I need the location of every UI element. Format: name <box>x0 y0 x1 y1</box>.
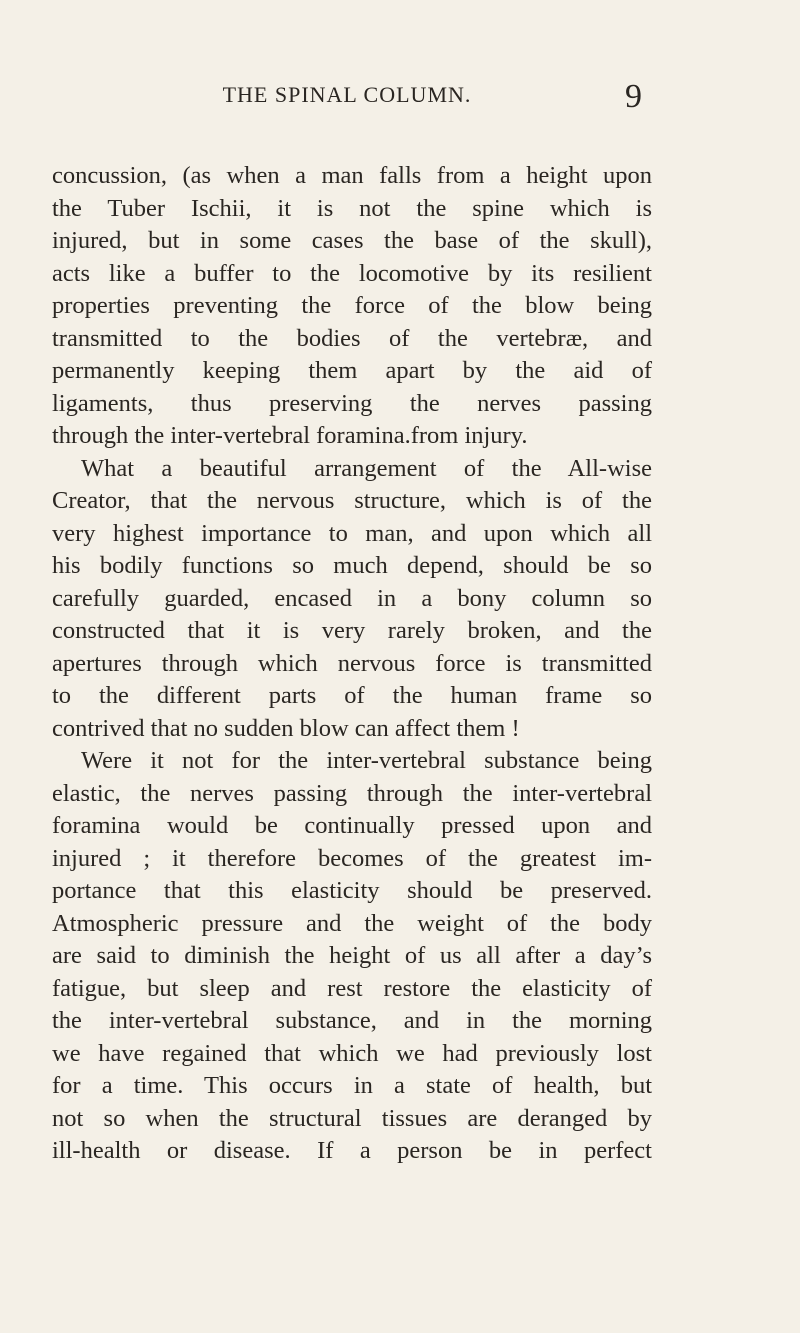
text-line: apertures through which nervous force is transmitted <box>52 649 652 677</box>
running-title: THE SPINAL COLUMN. <box>222 82 472 107</box>
text-line: carefully guarded, encased in a bony column so <box>52 584 652 612</box>
text-line: fatigue, but sleep and rest restore the elasticity of <box>52 974 652 1002</box>
text-line: constructed that it is very rarely broken, and the <box>52 617 652 644</box>
text-line: very highest importance to man, and upon which all <box>52 519 652 547</box>
text-line: properties preventing the force of the blow being <box>52 292 652 319</box>
text-line: injured ; it therefore becomes of the greatest im- <box>52 844 652 872</box>
text-line: Were it not for the inter-vertebral substance being <box>81 747 652 774</box>
text-line: contrived that no sudden blow can affect them ! <box>52 714 520 742</box>
text-line: not so when the structural tissues are deranged by <box>52 1104 652 1132</box>
text-line: through the inter-vertebral foramina.from injury. <box>52 422 528 449</box>
text-line: the Tuber Ischii, it is not the spine which is <box>52 194 652 222</box>
text-line: transmitted to the bodies of the vertebræ, and <box>52 324 652 352</box>
text-line: ligaments, thus preserving the nerves passing <box>52 389 652 417</box>
text-line: What a beautiful arrangement of the All-wise <box>81 454 652 482</box>
text-line: injured, but in some cases the base of the skull), <box>52 227 652 254</box>
text-line: Creator, that the nervous structure, which is of the <box>52 487 652 514</box>
text-line: we have regained that which we had previously lost <box>52 1039 652 1067</box>
text-line: concussion, (as when a man falls from a height upon <box>52 162 652 189</box>
text-line: his bodily functions so much depend, should be so <box>52 552 652 579</box>
text-line: are said to diminish the height of us all after a day’s <box>52 942 652 969</box>
text-line: portance that this elasticity should be preserved. <box>52 877 652 904</box>
page-number: 9 <box>625 78 642 115</box>
text-line: elastic, the nerves passing through the inter-vertebral <box>52 779 652 807</box>
text-line: to the different parts of the human frame so <box>52 682 652 709</box>
text-line: Atmospheric pressure and the weight of the body <box>52 909 652 937</box>
running-header <box>52 78 642 122</box>
text-line: acts like a buffer to the locomotive by its resilient <box>52 259 652 287</box>
text-line: foramina would be continually pressed upon and <box>52 812 652 839</box>
body-text <box>52 160 652 1168</box>
text-line: ill-health or disease. If a person be in perfect <box>52 1137 652 1164</box>
text-line: for a time. This occurs in a state of health, but <box>52 1072 652 1099</box>
text-line: permanently keeping them apart by the aid of <box>52 357 652 384</box>
text-line: the inter-vertebral substance, and in the morning <box>52 1007 652 1034</box>
